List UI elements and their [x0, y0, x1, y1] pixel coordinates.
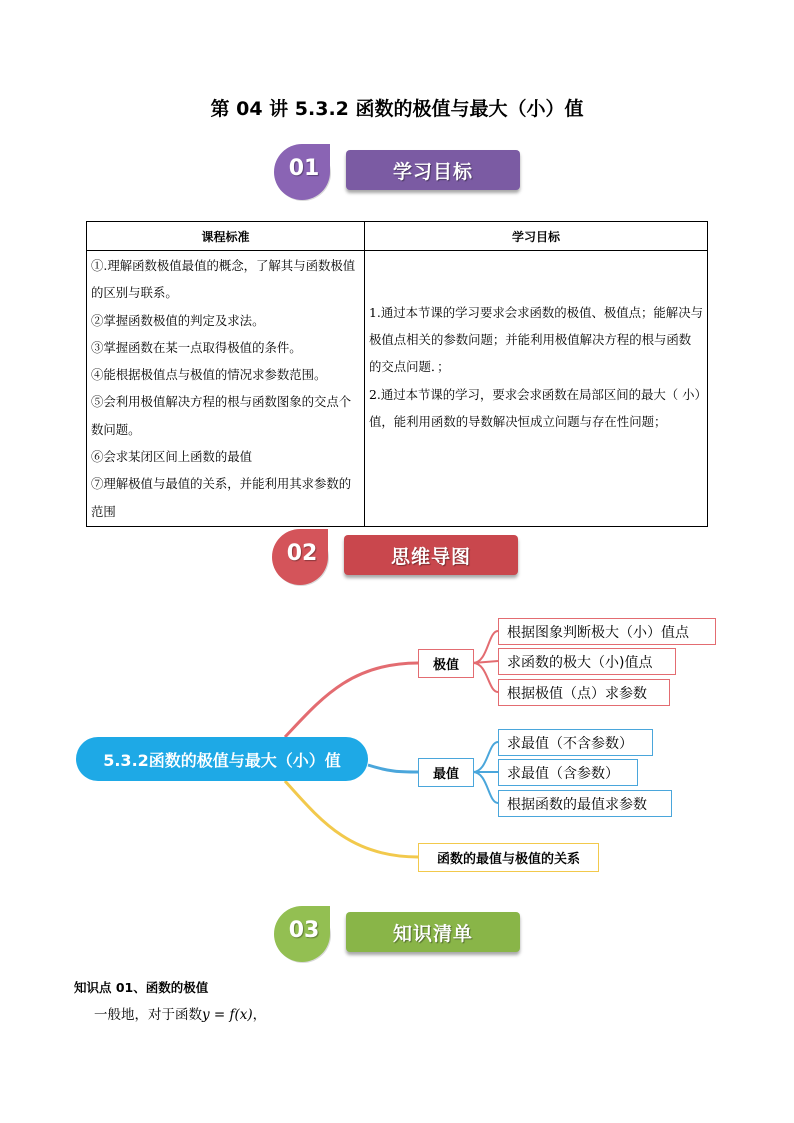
header-standard: 课程标准 [87, 222, 365, 251]
mindmap-leaf: 根据极值（点）求参数 [498, 679, 670, 706]
page-title: 第 04 讲 5.3.2 函数的极值与最大（小）值 [210, 98, 584, 120]
list-item: ⑦理解极值与最值的关系，并能利用其求参数的范围 [91, 476, 352, 519]
knowledge-prefix: 一般地，对于函数 [94, 1007, 202, 1023]
section-number: 03 [288, 918, 320, 943]
section-label: 知识清单 [346, 912, 520, 952]
list-item: 1.通过本节课的学习要求会求函数的极值、极值点；能解决与极值点相关的参数问题；并能利用极值解决方程的根与函数的交点问题．； [369, 304, 703, 375]
mindmap-leaf: 求最值（不含参数） [498, 729, 653, 756]
table-header-row [87, 222, 708, 251]
knowledge-point-title: 知识点 01、函数的极值 [74, 980, 209, 995]
section-banner-02 [270, 527, 520, 589]
mindmap-branch-max-min: 最值 [418, 758, 474, 787]
section-banner-01 [272, 142, 522, 204]
section-label: 思维导图 [344, 535, 518, 575]
list-item: ①.理解函数极值最值的概念，了解其与函数极值的区别与联系。 [91, 258, 356, 301]
section-banner-03 [272, 904, 522, 966]
mindmap-root: 5.3.2函数的极值与最大（小）值 [76, 737, 368, 781]
section-number: 01 [288, 156, 320, 181]
section-number: 02 [286, 541, 318, 566]
list-item: ⑥会求某闭区间上函数的最值 [91, 449, 253, 465]
mindmap-leaf: 根据图象判断极大（小）值点 [498, 618, 716, 645]
list-item: ②掌握函数极值的判定及求法。 [91, 312, 265, 328]
mindmap-branch-relation: 函数的最值与极值的关系 [418, 843, 599, 872]
formula: y = f(x) [202, 1007, 253, 1023]
table-row [87, 251, 708, 527]
mindmap-leaf: 求最值（含参数） [498, 759, 638, 786]
list-item: ④能根据极值点与极值的情况求参数范围。 [91, 367, 327, 383]
list-item: 2.通过本节课的学习，要求会求函数在局部区间的最大（ 小）值，能利用函数的导数解决恒成立问题与存在性问题； [369, 386, 701, 429]
mindmap-leaf: 求函数的极大（小)值点 [498, 648, 676, 675]
knowledge-text [94, 1003, 266, 1023]
mindmap-leaf: 根据函数的最值求参数 [498, 790, 672, 817]
mindmap-branch-extremum: 极值 [418, 649, 474, 678]
section-label: 学习目标 [346, 150, 520, 190]
goal-cell [365, 251, 708, 527]
standard-cell [87, 251, 365, 527]
list-item: ③掌握函数在某一点取得极值的条件。 [91, 339, 302, 355]
goals-table [86, 221, 708, 527]
header-goal: 学习目标 [365, 222, 708, 251]
knowledge-suffix: ， [252, 1007, 267, 1023]
list-item: ⑤会利用极值解决方程的根与函数图象的交点个数问题。 [91, 394, 352, 437]
